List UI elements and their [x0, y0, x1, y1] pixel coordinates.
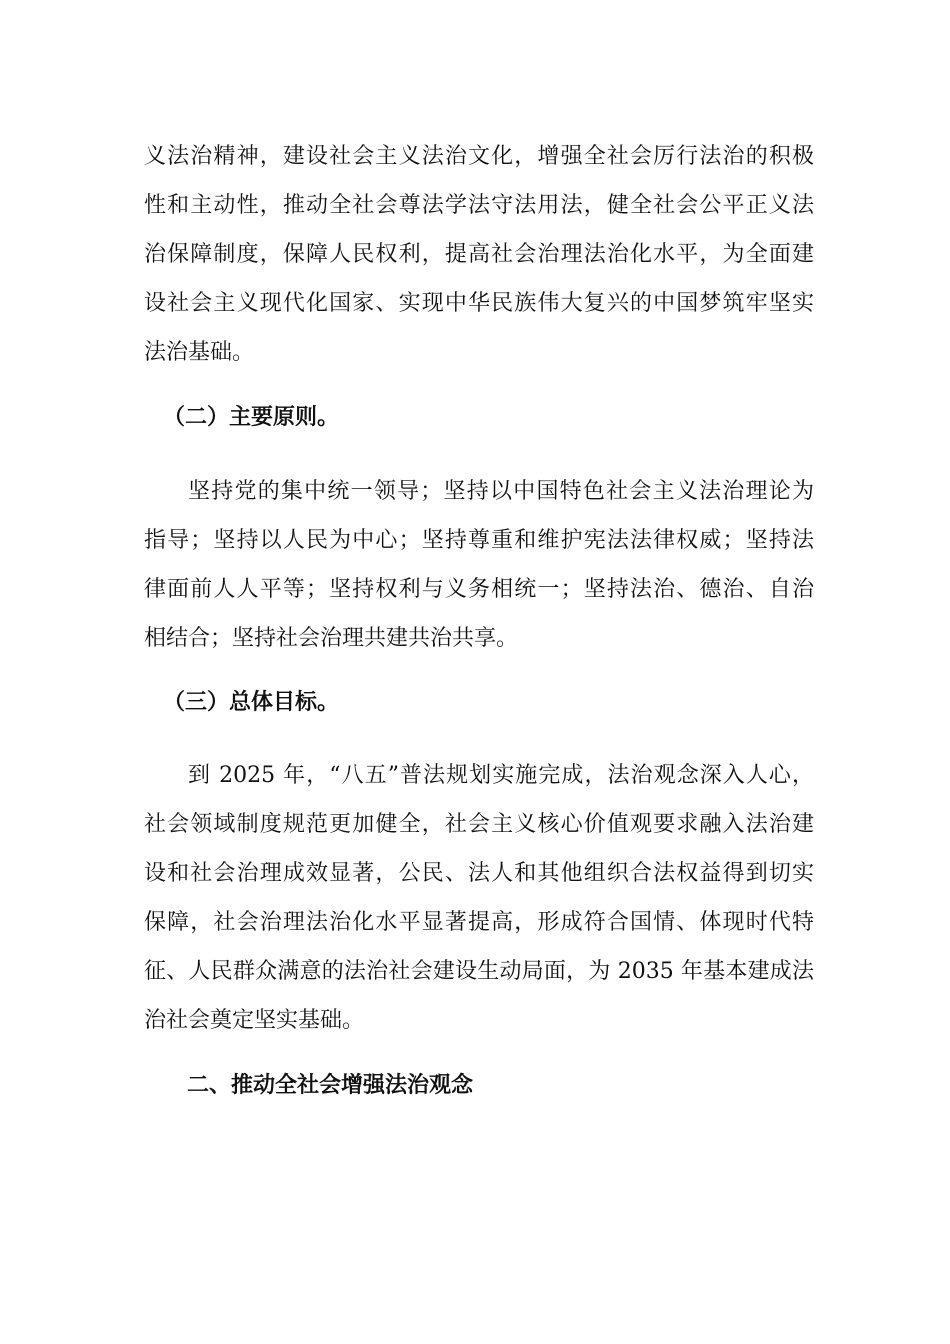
paragraph-line: 指导；坚持以人民为中心；坚持尊重和维护宪法法律权威；坚持法 [144, 528, 814, 553]
paragraph-main-principles [144, 467, 814, 663]
paragraph-line: 设社会主义现代化国家、实现中华民族伟大复兴的中国梦筑牢坚实 [144, 291, 814, 316]
heading-section-two: 二、推动全社会增强法治观念 [187, 1073, 474, 1098]
paragraph-line: 义法治精神，建设社会主义法治文化，增强全社会厉行法治的积极 [144, 144, 814, 169]
paragraph-line: 到 2025 年，“八五”普法规划实施完成，法治观念深入人心， [188, 763, 814, 788]
paragraph-line: 保障，社会治理法治化水平显著提高，形成符合国情、体现时代特 [144, 910, 814, 935]
paragraph-guiding-ideology-end [144, 132, 814, 377]
paragraph-line: 治社会奠定坚实基础。 [144, 1008, 365, 1033]
paragraph-line: 坚持党的集中统一领导；坚持以中国特色社会主义法治理论为 [188, 479, 814, 504]
heading-main-principles: （二）主要原则。 [163, 405, 340, 430]
paragraph-line: 律面前人人平等；坚持权利与义务相统一；坚持法治、德治、自治 [144, 577, 814, 602]
paragraph-line: 性和主动性，推动全社会尊法学法守法用法，健全社会公平正义法 [144, 193, 814, 218]
heading-overall-goals: （三）总体目标。 [163, 690, 340, 715]
paragraph-line: 设和社会治理成效显著，公民、法人和其他组织合法权益得到切实 [144, 861, 814, 886]
paragraph-line: 社会领域制度规范更加健全，社会主义核心价值观要求融入法治建 [144, 812, 814, 837]
paragraph-line: 征、人民群众满意的法治社会建设生动局面，为 2035 年基本建成法 [144, 959, 814, 984]
paragraph-line: 法治基础。 [144, 340, 255, 365]
paragraph-overall-goals [144, 751, 814, 1045]
paragraph-line: 相结合；坚持社会治理共建共治共享。 [144, 626, 519, 651]
paragraph-line: 治保障制度，保障人民权利，提高社会治理法治化水平，为全面建 [144, 242, 814, 267]
